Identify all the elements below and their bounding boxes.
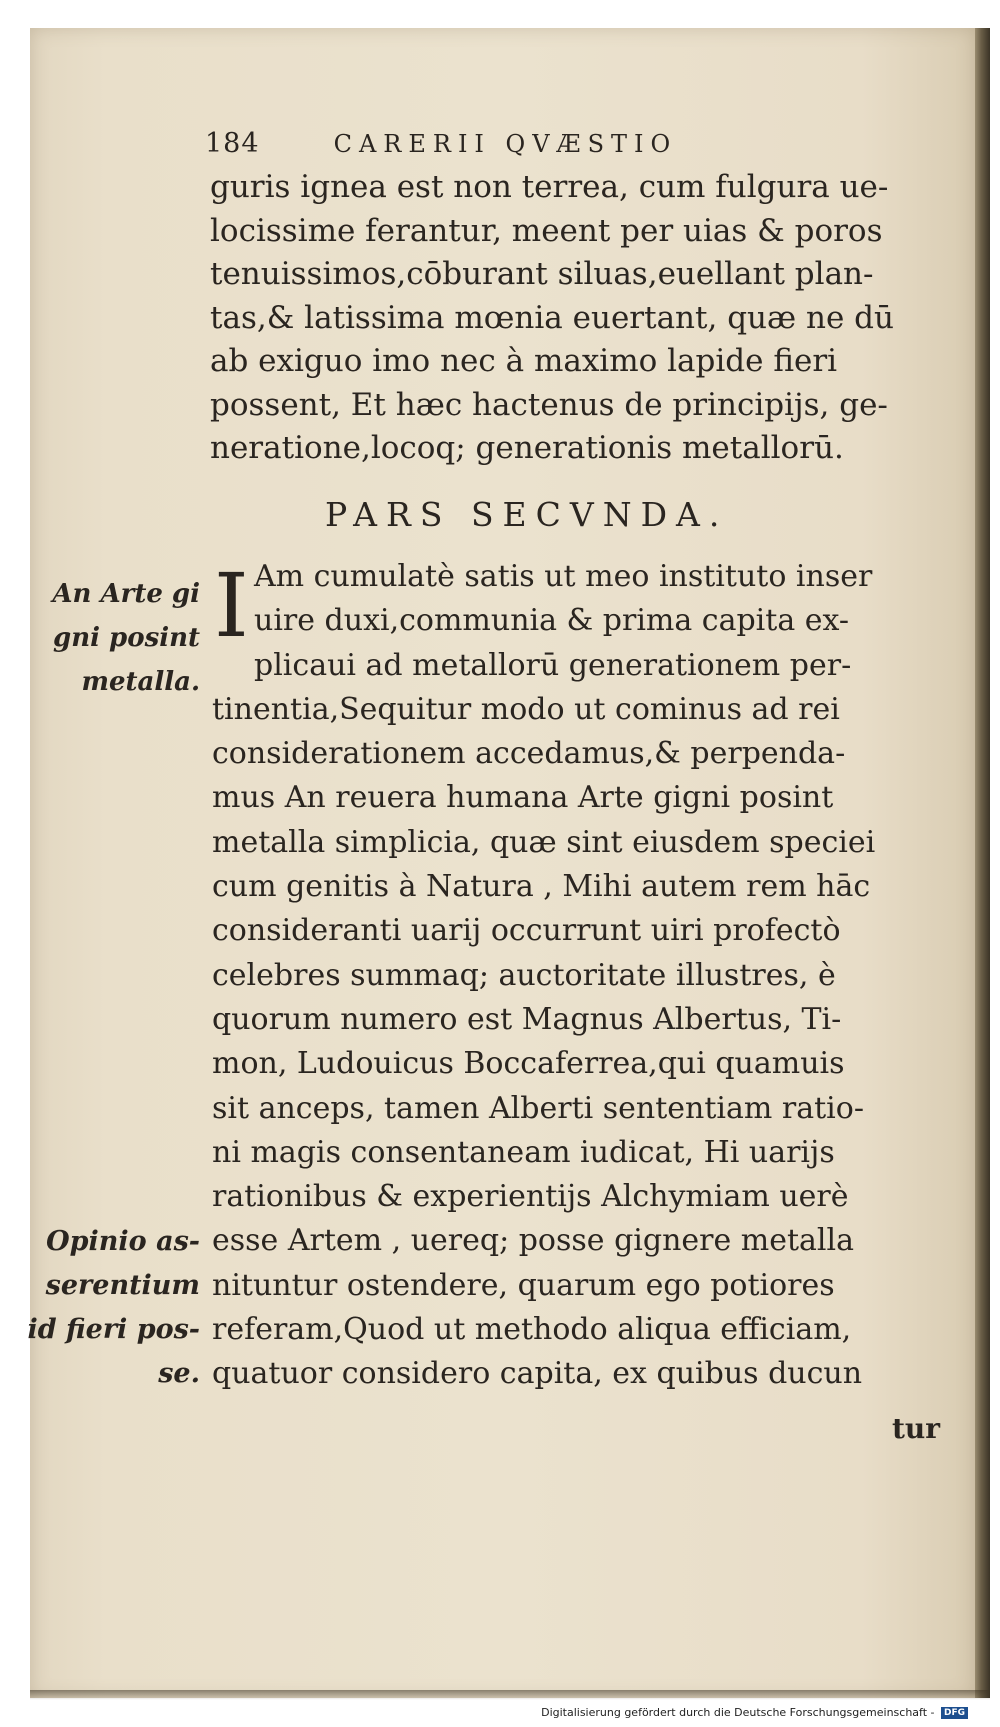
text-line: mon, Ludouicus Boccaferrea,qui quamuis — [212, 1046, 845, 1082]
margin-note-line: Opinio as- — [46, 1226, 200, 1257]
text-line: ni magis consentaneam iudicat, Hi uarijs — [212, 1134, 835, 1170]
text-line: locissime ferantur, meent per uias & poros — [210, 212, 883, 249]
margin-note-opinio — [27, 1220, 200, 1396]
text-line: nituntur ostendere, quarum ego potiores — [212, 1267, 835, 1303]
paragraph-2 — [212, 555, 947, 1397]
text-line: tinentia,Sequitur modo ut cominus ad rei — [212, 691, 840, 727]
paragraph-1 — [210, 166, 945, 471]
running-head — [205, 128, 677, 159]
text-line: quorum numero est Magnus Albertus, Ti- — [212, 1001, 842, 1037]
margin-note-line: An Arte gi — [52, 579, 200, 609]
margin-note-line: id fieri pos- — [27, 1314, 200, 1345]
drop-cap: I — [214, 554, 249, 657]
page-bottom-shadow — [30, 1690, 990, 1700]
text-line: uire duxi,communia & prima capita ex- — [254, 603, 850, 639]
text-line: celebres summaq; auctoritate illustres, è — [212, 957, 836, 993]
text-line: mus An reuera humana Arte gigni posint — [212, 780, 834, 816]
text-line: rationibus & experientijs Alchymiam uerè — [212, 1179, 849, 1215]
dfg-logo: DFG — [941, 1707, 968, 1719]
margin-note-line: serentium — [45, 1270, 200, 1301]
margin-note-line: metalla. — [81, 667, 200, 697]
section-heading: PARS SECVNDA. — [325, 495, 729, 534]
text-line: quatuor considero capita, ex quibus ducun — [212, 1356, 863, 1392]
text-line: sit anceps, tamen Alberti sententiam ratio- — [212, 1090, 864, 1126]
text-line: ab exiguo imo nec à maximo lapide fieri — [210, 343, 838, 379]
text-line: referam,Quod ut methodo aliqua efficiam, — [212, 1312, 852, 1348]
running-title: CARERII QVÆSTIO — [333, 130, 678, 158]
digitization-credit — [541, 1706, 968, 1719]
margin-note-an-arte — [52, 572, 200, 704]
text-line: consideranti uarij occurrunt uiri profectò — [212, 913, 841, 949]
credit-text: Digitalisierung gefördert durch die Deutsche Forschungsgemeinschaft - — [541, 1706, 935, 1719]
text-line: esse Artem , uereq; posse gignere metalla — [212, 1223, 854, 1259]
margin-note-line: se. — [158, 1358, 200, 1389]
text-line: metalla simplicia, quæ sint eiusdem speciei — [212, 824, 876, 860]
page-edge — [975, 28, 990, 1698]
text-line: tenuissimos,cōburant siluas,euellant plan- — [210, 256, 874, 292]
text-line: Am cumulatè satis ut meo instituto inser — [254, 559, 873, 594]
text-line: guris ignea est non terrea, cum fulgura ue- — [210, 169, 889, 205]
text-line: tas,& latissima mœnia euertant, quæ ne dū — [210, 299, 894, 336]
text-line: cum genitis à Natura , Mihi autem rem hāc — [212, 869, 871, 905]
text-line: plicaui ad metallorū generationem per- — [254, 647, 852, 683]
catchword: tur — [891, 1412, 940, 1445]
page-number: 184 — [205, 128, 260, 159]
text-line: neratione,locoq; generationis metallorū. — [210, 430, 844, 466]
text-line: considerationem accedamus,& perpenda- — [212, 736, 846, 772]
margin-note-line: gni posint — [53, 623, 200, 653]
text-line: possent, Et hæc hactenus de principijs, ge- — [210, 386, 888, 423]
